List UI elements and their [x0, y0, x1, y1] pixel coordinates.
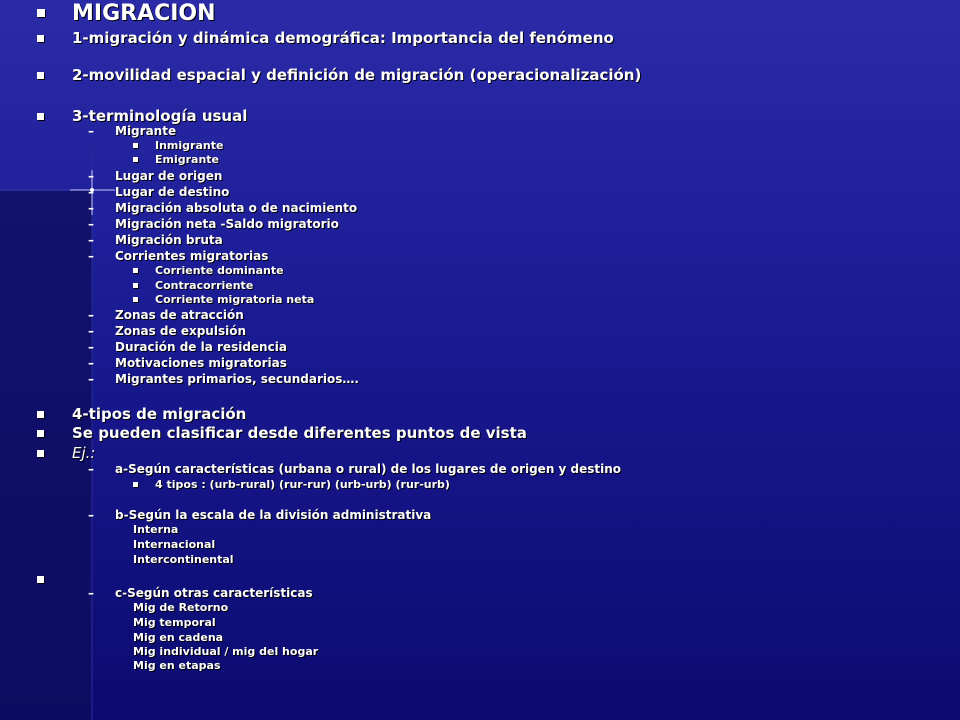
type-b-item: Interna — [133, 523, 179, 536]
bullet-icon — [37, 411, 44, 418]
point-4: 4-tipos de migración — [72, 405, 247, 423]
term-corriente-neta: Corriente migratoria neta — [155, 293, 315, 306]
point-2: 2-movilidad espacial y definición de migración (operacionalización) — [72, 66, 642, 84]
point-5: Se pueden clasificar desde diferentes puntos de vista — [72, 424, 527, 442]
bullet-icon — [133, 268, 138, 273]
term-emigrante: Emigrante — [155, 153, 220, 166]
bullet-icon — [133, 143, 138, 148]
slide-title: MIGRACION — [72, 1, 216, 26]
term-migrante: Migrante — [115, 124, 177, 138]
type-b: b-Según la escala de la división administrativa — [115, 508, 432, 522]
bullet-icon — [37, 72, 44, 79]
bullet-empty-icon — [37, 576, 44, 583]
bullet-icon — [133, 297, 138, 302]
point-6: Ej.: — [72, 444, 96, 462]
term-lugar-destino: Lugar de destino — [115, 185, 230, 199]
term-zonas-expulsion: Zonas de expulsión — [115, 324, 246, 338]
type-c-item: Mig de Retorno — [133, 601, 229, 614]
type-c-item: Mig en cadena — [133, 631, 224, 644]
term-contracorriente: Contracorriente — [155, 279, 254, 292]
bullet-icon — [37, 35, 44, 42]
bullet-icon — [37, 430, 44, 437]
type-b-item: Intercontinental — [133, 553, 234, 566]
term-lugar-origen: Lugar de origen — [115, 169, 223, 183]
term-motivaciones: Motivaciones migratorias — [115, 356, 287, 370]
type-a: a-Según características (urbana o rural) de los lugares de origen y destino — [115, 462, 622, 476]
point-3: 3-terminología usual — [72, 107, 248, 125]
type-a-detail: 4 tipos : (urb-rural) (rur-rur) (urb-urb) (rur-urb) — [155, 478, 450, 491]
point-1: 1-migración y dinámica demográfica: Importancia del fenómeno — [72, 29, 614, 47]
bullet-icon — [133, 283, 138, 288]
type-c-item: Mig individual / mig del hogar — [133, 645, 319, 658]
term-primarios: Migrantes primarios, secundarios…. — [115, 372, 359, 386]
bullet-icon — [133, 157, 138, 162]
term-mig-neta: Migración neta -Saldo migratorio — [115, 217, 339, 231]
term-mig-bruta: Migración bruta — [115, 233, 223, 247]
bullet-icon — [37, 450, 44, 457]
type-c: c-Según otras características — [115, 586, 313, 600]
bullet-title-icon — [37, 9, 45, 17]
type-c-item: Mig temporal — [133, 616, 216, 629]
bullet-icon — [37, 113, 44, 120]
term-duracion: Duración de la residencia — [115, 340, 287, 354]
term-inmigrante: Inmigrante — [155, 139, 224, 152]
term-mig-absoluta: Migración absoluta o de nacimiento — [115, 201, 358, 215]
bullet-icon — [133, 482, 138, 487]
type-b-item: Internacional — [133, 538, 216, 551]
type-c-item: Mig en etapas — [133, 659, 221, 672]
term-zonas-atraccion: Zonas de atracción — [115, 308, 244, 322]
term-corrientes: Corrientes migratorias — [115, 249, 269, 263]
term-corriente-dominante: Corriente dominante — [155, 264, 284, 277]
